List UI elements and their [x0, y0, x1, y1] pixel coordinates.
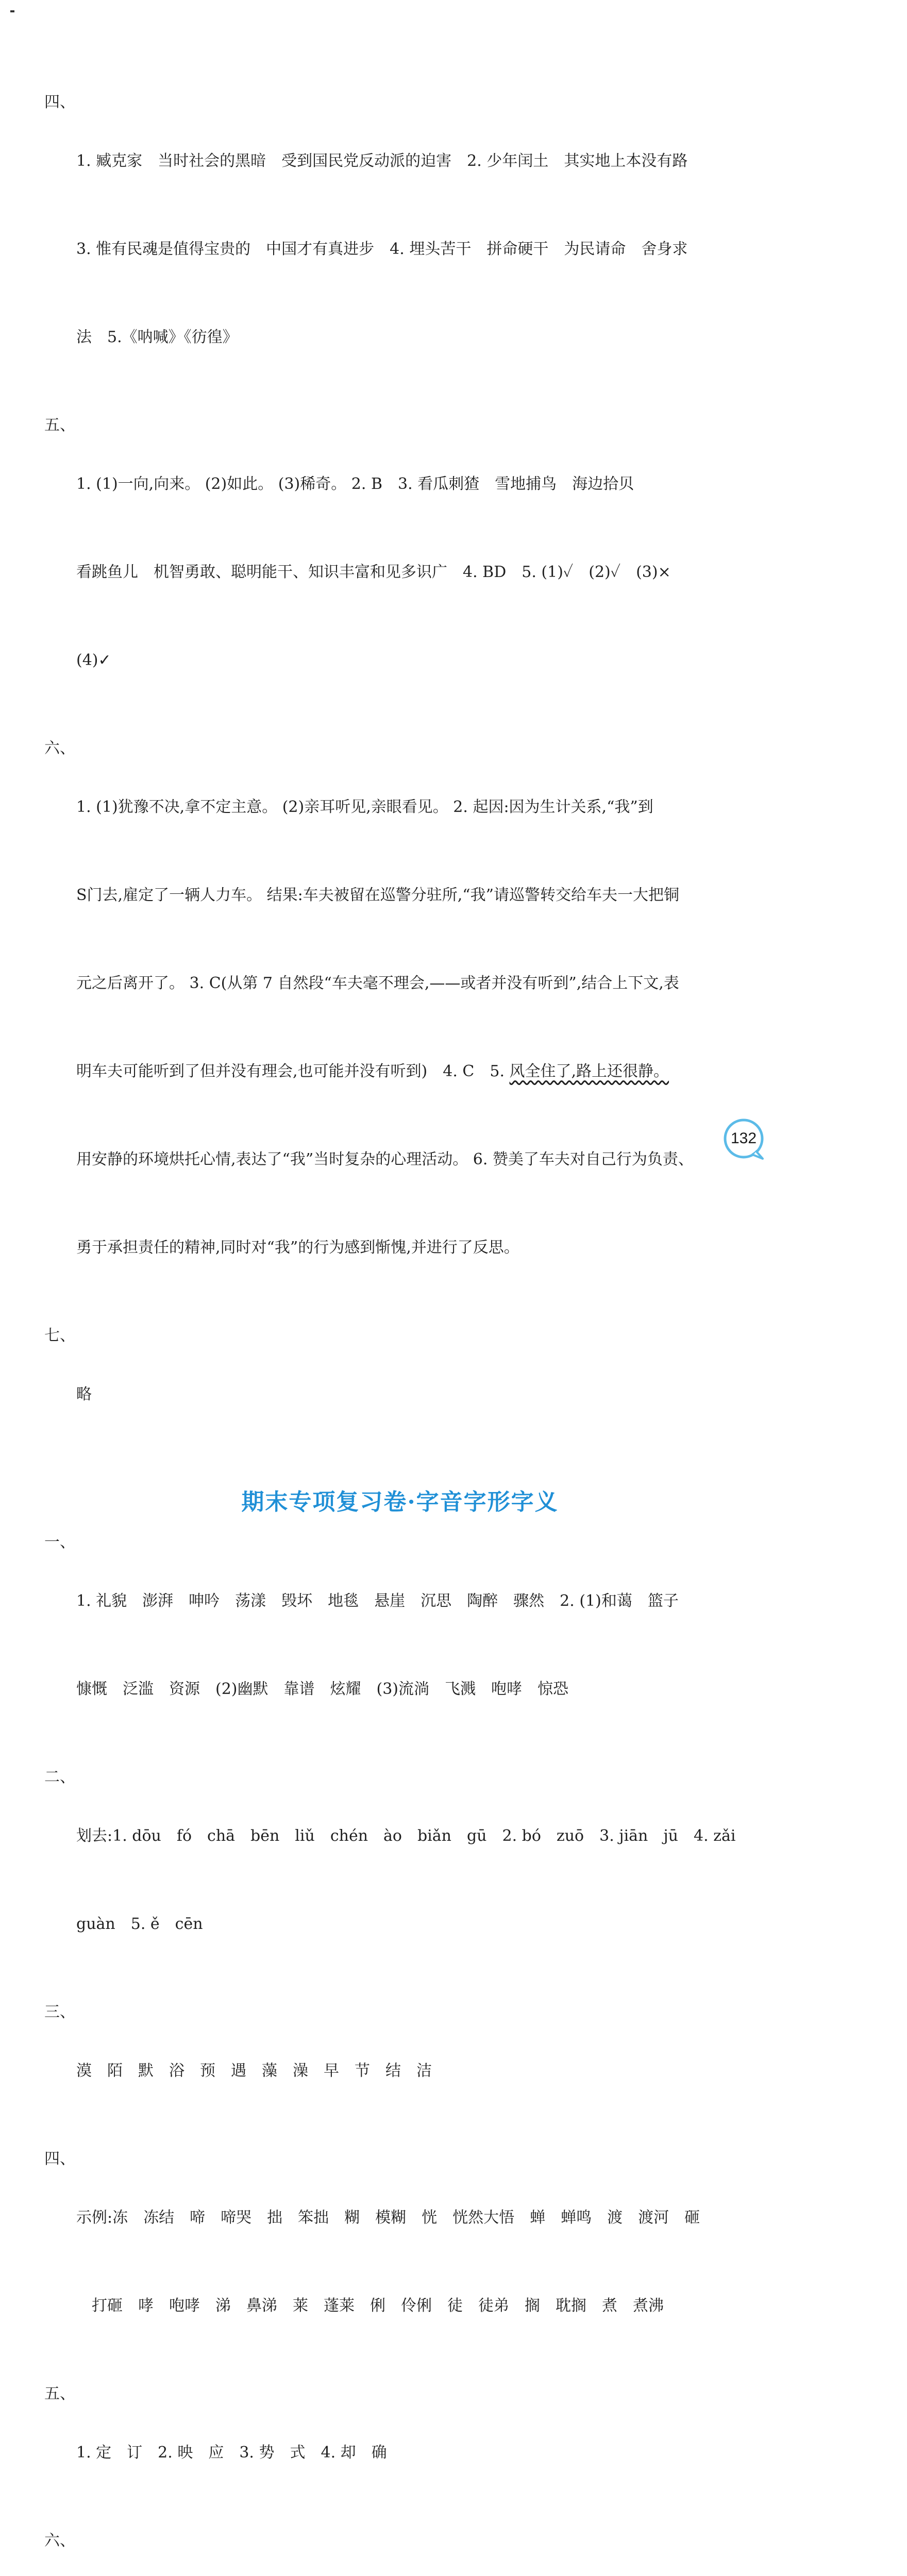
item-body: [76, 734, 755, 1321]
answer-line: 1. 臧克家 当时社会的黑暗 受到国民党反动派的迫害 2. 少年闰土 其实地上本没有路: [76, 152, 688, 170]
item-label: 六、: [44, 2532, 75, 2550]
answer-line: 1. 礼貌 澎湃 呻吟 荡漾 毁坏 地毯 悬崖 沉思 陶醉 骤然 2. (1)和蔼 篮子: [76, 1592, 679, 1610]
page-number: 132: [730, 1130, 757, 1147]
answer-item: [44, 411, 755, 734]
answer-item: [44, 1528, 755, 1762]
item-body: [76, 1321, 755, 1468]
section-title: 期末专项复习卷·字音字形字义: [241, 1489, 559, 1515]
scan-mark: [10, 10, 14, 12]
answer-line: 法 5.《呐喊》《彷徨》: [76, 328, 238, 346]
answer-line: 看跳鱼儿 机智勇敢、聪明能干、知识丰富和见多识广 4. BD 5. (1)✓ (2)✓ (3)×: [76, 563, 671, 581]
answer-line: 1. (1)犹豫不决,拿不定主意。 (2)亲耳听见,亲眼看见。 2. 起因:因为生计关系,“我”到: [76, 798, 653, 816]
answer-item: [44, 2144, 755, 2379]
item-label: 三、: [44, 2003, 75, 2021]
answer-item: [44, 2526, 755, 2576]
item-body: [76, 2379, 755, 2526]
item-body: [76, 1762, 755, 1997]
answer-line: guàn 5. ě cēn: [76, 1915, 203, 1933]
answer-text: 明车夫可能听到了但并没有理会,也可能并没有听到) 4. C 5.: [76, 1062, 510, 1080]
answer-line: [76, 1057, 755, 1086]
answer-item: [44, 1321, 755, 1468]
answer-line: 元之后离开了。 3. C(从第 7 自然段“车夫毫不理会,——或者并没有听到”,结合上下文,表: [76, 974, 679, 992]
answer-line: 用安静的环境烘托心情,表达了“我”当时复杂的心理活动。 6. 赞美了车夫对自己行为负责、: [76, 1150, 694, 1168]
item-body: [76, 1997, 755, 2144]
answer-line: 慷慨 泛滥 资源 (2)幽默 靠谱 炫耀 (3)流淌 飞溅 咆哮 惊恐: [76, 1680, 568, 1698]
answer-item: [44, 734, 755, 1321]
item-label: 四、: [44, 2150, 75, 2168]
answer-line: 勇于承担责任的精神,同时对“我”的行为感到惭愧,并进行了反思。: [76, 1239, 519, 1257]
answer-item: [44, 1997, 755, 2144]
answer-line: 划去:1. dōu fó chā bēn liǔ chén ào biǎn gū 2. bó zuō 3. jiān jū 4. zǎi: [76, 1827, 736, 1845]
item-label: 四、: [44, 93, 75, 111]
answer-line: (4)✓: [76, 651, 111, 669]
page-content: [44, 88, 755, 2576]
item-body: [76, 411, 755, 734]
answer-item: [44, 1762, 755, 1997]
item-label: 六、: [44, 739, 75, 757]
item-label: 一、: [44, 1533, 75, 1551]
answer-line: 略: [76, 1385, 92, 1403]
answer-line: 1. 定 订 2. 映 应 3. 势 式 4. 却 确: [76, 2444, 387, 2462]
item-label: 五、: [44, 2385, 75, 2403]
item-body: [76, 2144, 755, 2379]
answer-line: 漠 陌 默 浴 预 遇 藻 澡 早 节 结 洁: [76, 2062, 432, 2080]
answer-line: S门去,雇定了一辆人力车。 结果:车夫被留在巡警分驻所,“我”请巡警转交给车夫一大把铜: [76, 886, 679, 904]
answer-line: 3. 惟有民魂是值得宝贵的 中国才有真进步 4. 埋头苦干 拼命硬干 为民请命 舍身求: [76, 240, 688, 258]
item-body: [76, 2526, 755, 2576]
answer-line: 打砸 哮 咆哮 涕 鼻涕 莱 蓬莱 俐 伶俐 徒 徒弟 搁 耽搁 煮 煮沸: [76, 2297, 664, 2315]
wavy-underlined-sentence: 风全住了,路上还很静。: [509, 1062, 669, 1080]
answer-line: 示例:冻 冻结 啼 啼哭 拙 笨拙 糊 模糊 恍 恍然大悟 蝉 蝉鸣 渡 渡河 砸: [76, 2209, 700, 2227]
item-label: 七、: [44, 1327, 75, 1345]
item-body: [76, 88, 755, 411]
page-number-badge: [721, 1116, 766, 1161]
answer-line: 1. (1)一向,向来。 (2)如此。 (3)稀奇。 2. B 3. 看瓜刺猹 雪地捕鸟 海边拾贝: [76, 475, 634, 493]
answer-item: [44, 2379, 755, 2526]
item-label: 五、: [44, 416, 75, 434]
item-label: 二、: [44, 1768, 75, 1786]
item-body: [76, 1528, 755, 1762]
answer-item: [44, 88, 755, 411]
